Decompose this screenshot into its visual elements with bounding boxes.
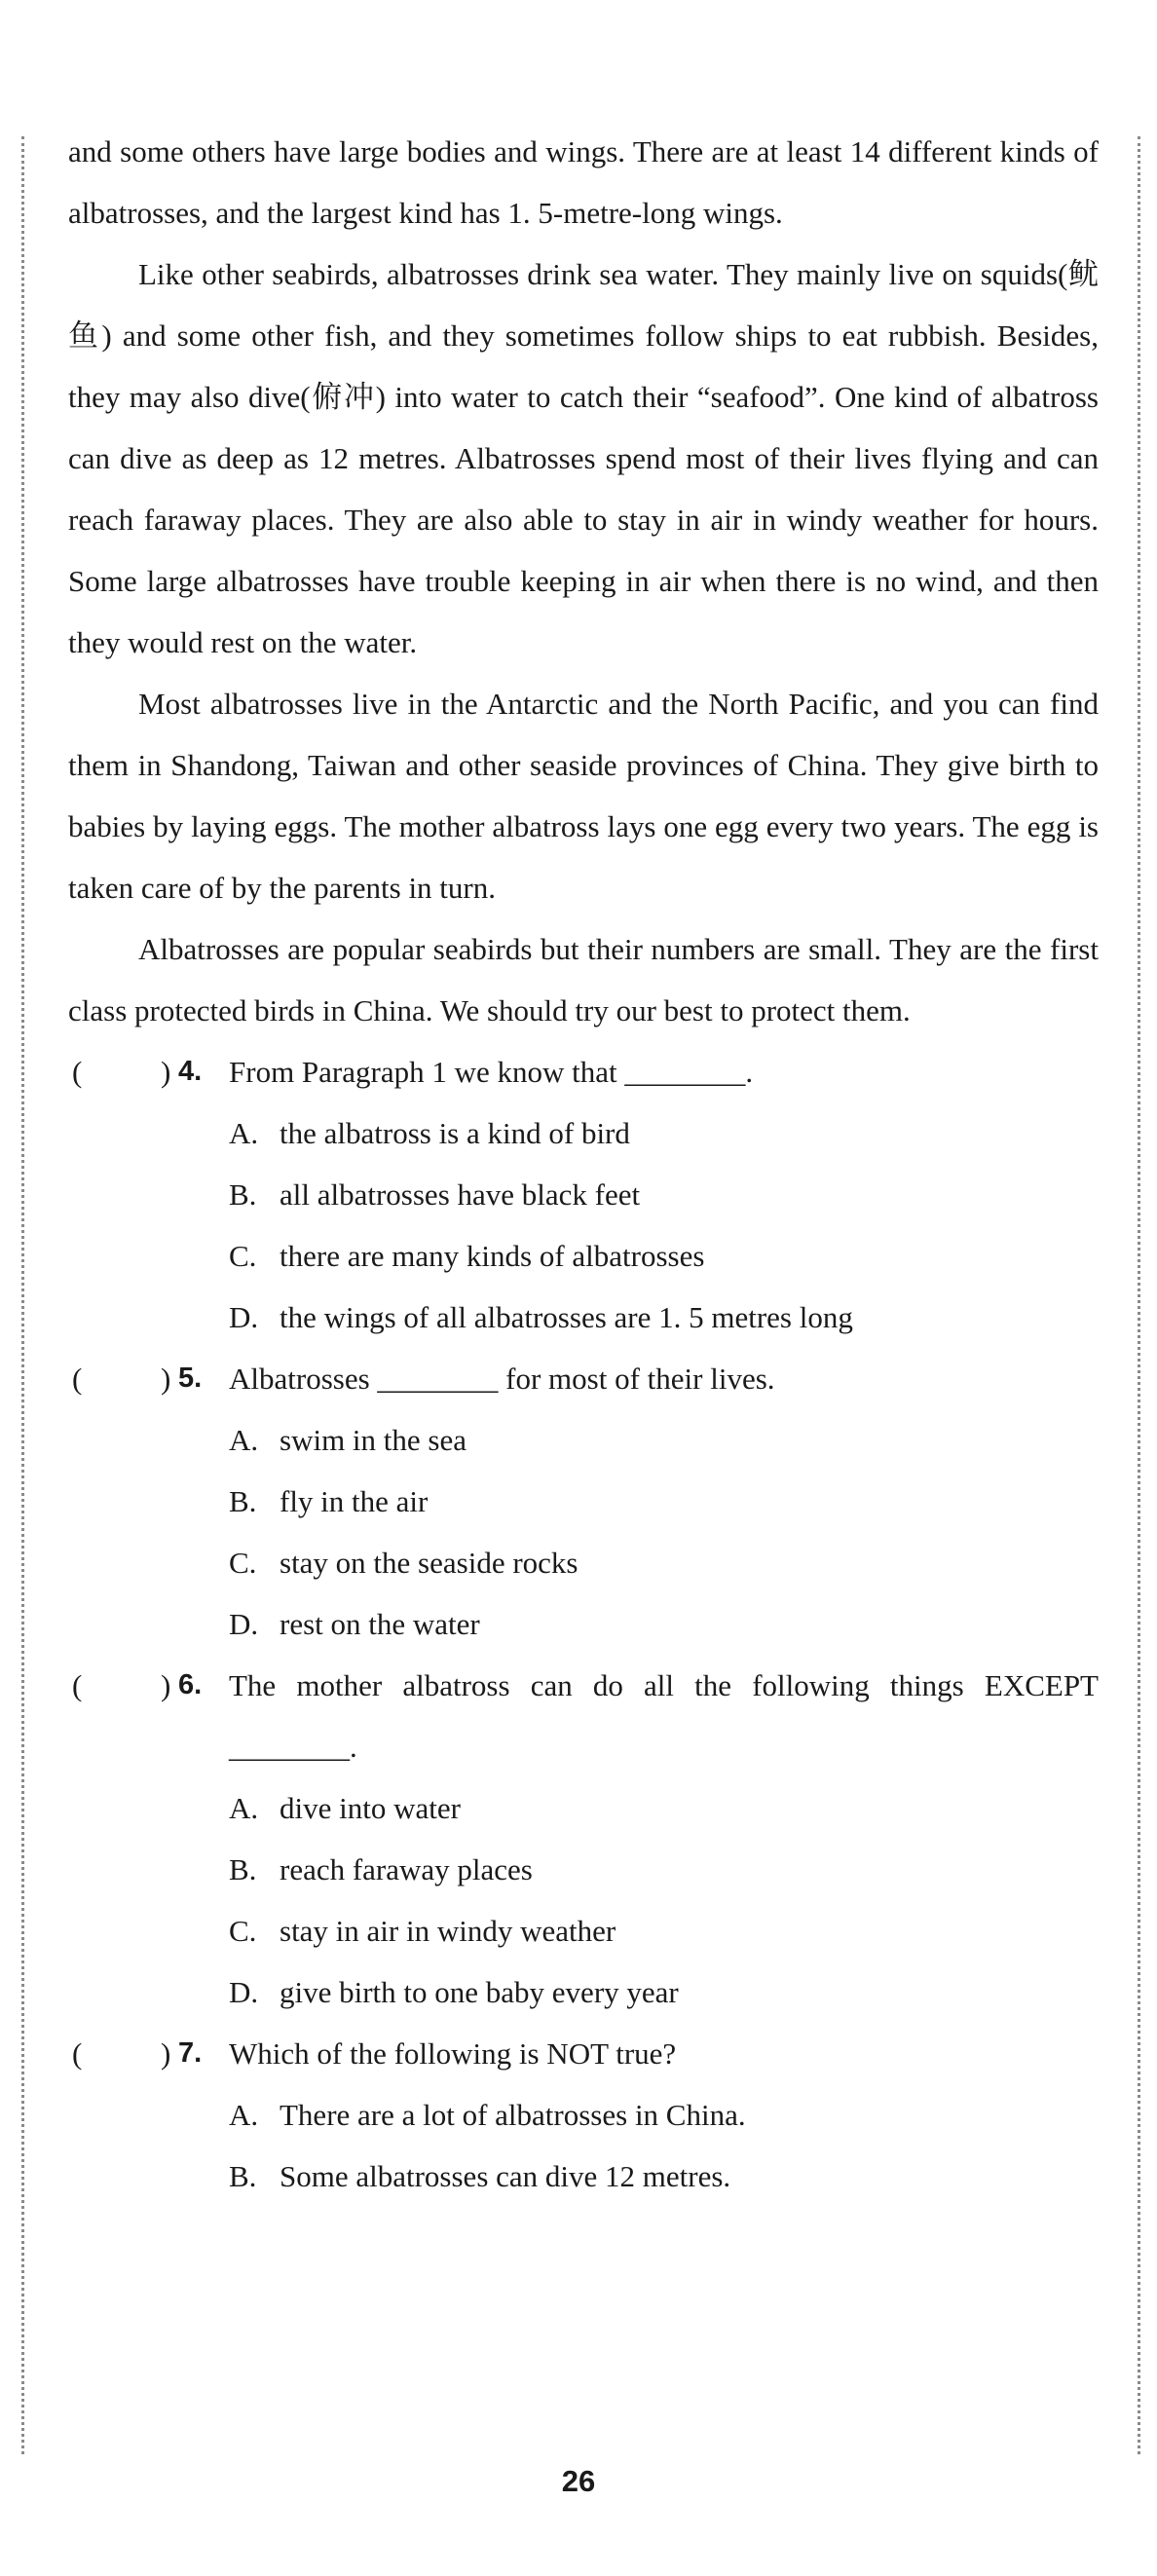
option-letter: A. bbox=[229, 2098, 259, 2132]
option-letter: C. bbox=[229, 1239, 257, 1273]
option-text: give birth to one baby every year bbox=[280, 1975, 679, 2009]
option-a bbox=[68, 1102, 1099, 1164]
option-text: There are a lot of albatrosses in China. bbox=[280, 2098, 746, 2132]
option-c bbox=[68, 1900, 1099, 1961]
option-b bbox=[68, 1164, 1099, 1225]
option-letter: D. bbox=[229, 1607, 259, 1641]
page-content bbox=[68, 121, 1099, 2207]
option-letter: B. bbox=[229, 2159, 257, 2193]
option-b bbox=[68, 1471, 1099, 1532]
option-a bbox=[68, 2084, 1099, 2146]
question-stem: From Paragraph 1 we know that ________. bbox=[229, 1055, 754, 1089]
question-number: 4. bbox=[178, 1056, 203, 1087]
option-text: stay in air in windy weather bbox=[280, 1914, 616, 1948]
option-text: swim in the sea bbox=[280, 1423, 467, 1457]
question-7 bbox=[68, 2023, 1099, 2084]
option-text: there are many kinds of albatrosses bbox=[280, 1239, 705, 1273]
option-letter: B. bbox=[229, 1177, 257, 1212]
option-letter: A. bbox=[229, 1116, 259, 1150]
question-stem: Which of the following is NOT true? bbox=[229, 2036, 677, 2071]
option-text: the albatross is a kind of bird bbox=[280, 1116, 630, 1150]
answer-bracket-close: ) bbox=[161, 1055, 171, 1089]
option-d bbox=[68, 1593, 1099, 1655]
option-letter: C. bbox=[229, 1546, 257, 1580]
option-text: reach faraway places bbox=[280, 1852, 533, 1886]
question-4 bbox=[68, 1041, 1099, 1102]
question-6 bbox=[68, 1655, 1099, 1777]
paragraph-continued: and some others have large bodies and wings. There are at least 14 different kinds of albatrosses, and the largest kind has 1. 5-metre-long wings. bbox=[68, 134, 1099, 230]
page-number: 26 bbox=[561, 2464, 596, 2498]
answer-bracket-close: ) bbox=[161, 2036, 171, 2071]
option-b bbox=[68, 2146, 1099, 2207]
left-dotted-margin bbox=[21, 136, 24, 2454]
option-d bbox=[68, 1287, 1099, 1348]
question-number: 6. bbox=[178, 1669, 203, 1700]
answer-bracket-open: ( bbox=[72, 2036, 83, 2071]
option-a bbox=[68, 1777, 1099, 1839]
option-d bbox=[68, 1961, 1099, 2023]
option-text: the wings of all albatrosses are 1. 5 metres long bbox=[280, 1300, 853, 1334]
question-number: 5. bbox=[178, 1363, 203, 1394]
option-a bbox=[68, 1409, 1099, 1471]
option-letter: A. bbox=[229, 1791, 259, 1825]
option-b bbox=[68, 1839, 1099, 1900]
question-stem: The mother albatross can do all the following things EXCEPT ________. bbox=[229, 1668, 1099, 1764]
option-text: dive into water bbox=[280, 1791, 461, 1825]
answer-bracket-open: ( bbox=[72, 1668, 83, 1702]
question-5 bbox=[68, 1348, 1099, 1409]
paragraph-3: Most albatrosses live in the Antarctic and the North Pacific, and you can find them in Shandong, Taiwan and other seaside provinces of China. They give birth to babies by laying eggs. The mother albatross lays one egg every two years. The egg is taken care of by the parents in turn. bbox=[68, 687, 1099, 905]
right-dotted-margin bbox=[1138, 136, 1140, 2454]
option-letter: D. bbox=[229, 1300, 259, 1334]
option-text: stay on the seaside rocks bbox=[280, 1546, 578, 1580]
answer-bracket-open: ( bbox=[72, 1055, 83, 1089]
option-letter: B. bbox=[229, 1484, 257, 1518]
answer-bracket-close: ) bbox=[161, 1362, 171, 1396]
answer-bracket-close: ) bbox=[161, 1668, 171, 1702]
option-text: fly in the air bbox=[280, 1484, 429, 1518]
option-text: rest on the water bbox=[280, 1607, 480, 1641]
option-letter: D. bbox=[229, 1975, 259, 2009]
option-text: all albatrosses have black feet bbox=[280, 1177, 641, 1212]
paragraph-2: Like other seabirds, albatrosses drink sea water. They mainly live on squids(鱿鱼) and some other fish, and they sometimes follow ships to eat rubbish. Besides, they may also dive(俯冲) into water to catch their “seafood”. One kind of albatross can dive as deep as 12 metres. Albatrosses spend most of their lives flying and can reach faraway places. They are also able to stay in air in windy weather for hours. Some large albatrosses have trouble keeping in air when there is no wind, and then they would rest on the water. bbox=[68, 257, 1099, 659]
option-c bbox=[68, 1532, 1099, 1593]
option-letter: C. bbox=[229, 1914, 257, 1948]
option-c bbox=[68, 1225, 1099, 1287]
option-letter: B. bbox=[229, 1852, 257, 1886]
option-text: Some albatrosses can dive 12 metres. bbox=[280, 2159, 731, 2193]
paragraph-4: Albatrosses are popular seabirds but their numbers are small. They are the first class protected birds in China. We should try our best to protect them. bbox=[68, 932, 1099, 1027]
option-letter: A. bbox=[229, 1423, 259, 1457]
question-number: 7. bbox=[178, 2037, 203, 2069]
question-stem: Albatrosses ________ for most of their lives. bbox=[229, 1362, 775, 1396]
answer-bracket-open: ( bbox=[72, 1362, 83, 1396]
